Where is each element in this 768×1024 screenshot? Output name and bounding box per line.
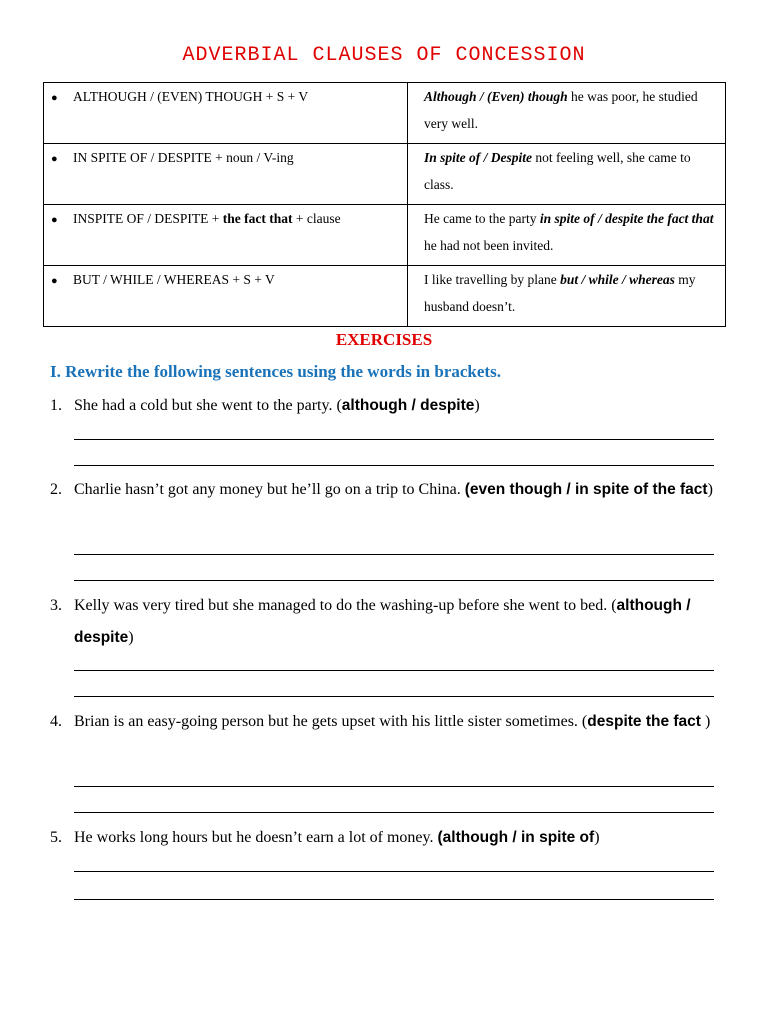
question-keywords: although / despite [341,397,475,414]
question-sentence: Charlie hasn’t got any money but he’ll go on a trip to China. [74,481,465,498]
example-segment: In spite of / Despite [424,150,532,165]
question-number: 4. [50,713,62,730]
answer-line[interactable] [74,465,714,466]
answer-line[interactable] [74,786,714,787]
question-3 [50,590,720,654]
question-4 [50,706,720,770]
structure-segment: BUT / WHILE / WHEREAS + S + V [73,272,275,287]
rule-row [44,205,726,266]
question-number: 3. [50,597,62,614]
rule-example [408,205,726,266]
question-close: ) [128,629,134,646]
example-segment: my husband doesn’t. [424,272,696,314]
bullet-icon: ● [51,214,58,226]
rule-row [44,266,726,327]
question-sentence: Brian is an easy-going person but he gets upset with his little sister sometimes. ( [74,713,588,730]
rule-example [408,144,726,205]
rule-structure [44,205,408,266]
example-segment: but / while / whereas [560,272,675,287]
question-text [74,822,720,854]
answer-line[interactable] [74,871,714,872]
answer-line[interactable] [74,439,714,440]
page-title: ADVERBIAL CLAUSES OF CONCESSION [182,44,586,67]
bullet-icon: ● [51,92,58,104]
structure-segment: the fact that [222,211,293,226]
bullet-icon: ● [51,275,58,287]
answer-line[interactable] [74,899,714,900]
question-sentence: He works long hours but he doesn’t earn a lot of money. [74,829,438,846]
structure-segment: INSPITE OF / DESPITE + [73,211,223,226]
example-segment: in spite of / despite the fact that [539,211,714,226]
question-sentence: Kelly was very tired but she managed to do the washing-up before she went to bed. ( [74,597,617,614]
question-text [74,706,720,738]
structure-segment: + clause [292,211,341,226]
question-number: 1. [50,397,62,414]
question-close: ) [700,713,711,730]
rule-row [44,83,726,144]
question-number: 5. [50,829,62,846]
rule-structure [44,83,408,144]
question-keywords: (although / in spite of [437,829,595,846]
question-close: ) [474,397,480,414]
example-segment: he had not been invited. [424,238,554,253]
rule-example [408,83,726,144]
structure-segment: ALTHOUGH / (EVEN) THOUGH + S + V [73,89,309,104]
question-text [74,390,720,422]
exercise-instruction: I. Rewrite the following sentences using the words in brackets. [50,362,501,381]
question-2 [50,474,720,538]
question-keywords: despite the fact [587,713,701,730]
bullet-icon: ● [51,153,58,165]
answer-line[interactable] [74,696,714,697]
example-segment: He came to the party [424,211,540,226]
example-segment: I like travelling by plane [424,272,561,287]
rules-table [43,82,726,327]
question-number: 2. [50,481,62,498]
exercises-heading: EXERCISES [335,330,433,349]
question-keywords: although / despite [74,597,691,646]
question-close: ) [707,481,713,498]
answer-line[interactable] [74,554,714,555]
question-text [74,590,720,654]
example-segment: not feeling well, she came to class. [424,150,691,192]
rule-structure [44,266,408,327]
example-segment: he was poor, he studied very well. [424,89,698,131]
question-5 [50,822,720,854]
question-1 [50,390,720,422]
rule-example [408,266,726,327]
answer-line[interactable] [74,670,714,671]
structure-segment: IN SPITE OF / DESPITE + noun / V-ing [73,150,294,165]
question-sentence: She had a cold but she went to the party. ( [74,397,342,414]
question-keywords: (even though / in spite of the fact [464,481,708,498]
answer-line[interactable] [74,580,714,581]
rule-structure [44,144,408,205]
rule-row [44,144,726,205]
example-segment: Although / (Even) though [424,89,568,104]
question-close: ) [594,829,600,846]
question-text [74,474,720,506]
answer-line[interactable] [74,812,714,813]
